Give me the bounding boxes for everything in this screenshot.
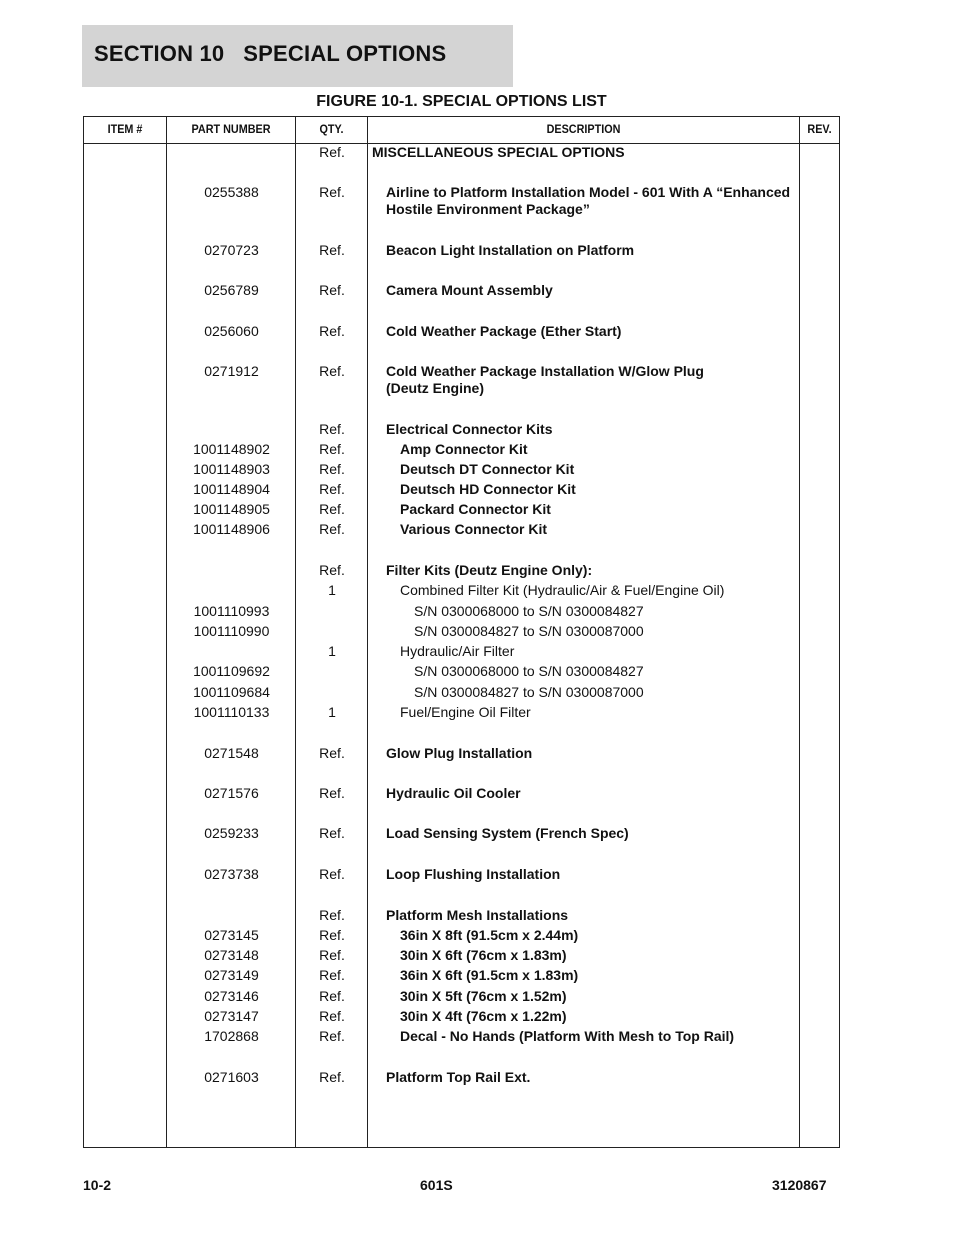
description-cell: Combined Filter Kit (Hydraulic/Air & Fuel/Engine Oil)	[400, 582, 725, 598]
column-header-part-number: PART NUMBER	[191, 122, 271, 136]
footer-doc-number: 3120867	[772, 1177, 827, 1193]
part-number-cell: 0273149	[204, 967, 259, 983]
description-cell: 30in X 4ft (76cm x 1.22m)	[400, 1008, 567, 1024]
table-row	[84, 865, 839, 883]
column-header-description: DESCRIPTION	[546, 122, 621, 136]
description-cell: Deutsch HD Connector Kit	[400, 481, 576, 497]
table-row	[84, 642, 839, 660]
table-row	[84, 602, 839, 620]
qty-cell: Ref.	[319, 144, 345, 160]
qty-cell: Ref.	[319, 825, 345, 841]
table-row	[84, 520, 839, 538]
part-number-cell: 1001148902	[193, 441, 270, 457]
part-number-cell: 0271912	[204, 363, 259, 379]
qty-cell: Ref.	[319, 441, 345, 457]
column-header-qty: QTY.	[319, 122, 344, 136]
table-row	[84, 322, 839, 340]
table-row	[84, 1068, 839, 1086]
description-cell: 30in X 6ft (76cm x 1.83m)	[400, 947, 567, 963]
qty-cell: Ref.	[319, 988, 345, 1004]
description-cell: Beacon Light Installation on Platform	[386, 242, 635, 258]
table-row	[84, 581, 839, 599]
table-row	[84, 1027, 839, 1045]
part-number-cell: 0256789	[204, 282, 259, 298]
qty-cell: Ref.	[319, 927, 345, 943]
part-number-cell: 0273146	[204, 988, 259, 1004]
table-row	[84, 561, 839, 579]
table-row	[84, 926, 839, 944]
description-cell: Fuel/Engine Oil Filter	[400, 704, 531, 720]
qty-cell: Ref.	[319, 323, 345, 339]
qty-cell: 1	[328, 582, 336, 598]
description-cell: Deutsch DT Connector Kit	[400, 461, 575, 477]
description-cell: Camera Mount Assembly	[386, 282, 553, 298]
part-number-cell: 1001110990	[193, 623, 270, 639]
qty-cell: Ref.	[319, 866, 345, 882]
description-cell: S/N 0300084827 to S/N 0300087000	[414, 684, 644, 700]
qty-cell: 1	[328, 643, 336, 659]
qty-cell: Ref.	[319, 184, 345, 200]
table-row	[84, 143, 839, 161]
table-row	[84, 362, 839, 380]
table-row	[84, 824, 839, 842]
table-row	[84, 500, 839, 518]
table-row	[84, 744, 839, 762]
section-banner	[82, 25, 513, 87]
qty-cell: Ref.	[319, 1028, 345, 1044]
part-number-cell: 1001148906	[193, 521, 270, 537]
part-number-cell: 0271548	[204, 745, 259, 761]
description-cell: Filter Kits (Deutz Engine Only):	[386, 562, 593, 578]
description-cell: Cold Weather Package (Ether Start)	[386, 323, 622, 339]
qty-cell: Ref.	[319, 481, 345, 497]
qty-cell: Ref.	[319, 421, 345, 437]
description-cell: Amp Connector Kit	[400, 441, 528, 457]
description-cell: Airline to Platform Installation Model - 601 With A “Enhanced	[386, 184, 791, 200]
table-row	[84, 281, 839, 299]
part-number-cell: 1001110993	[193, 603, 270, 619]
table-row	[84, 200, 839, 218]
table-row	[84, 784, 839, 802]
qty-cell: Ref.	[319, 461, 345, 477]
part-number-cell: 1001148905	[193, 501, 270, 517]
description-cell: Decal - No Hands (Platform With Mesh to Top Rail)	[400, 1028, 735, 1044]
table-row	[84, 183, 839, 201]
table-row	[84, 703, 839, 721]
table-row	[84, 966, 839, 984]
table-row	[84, 1007, 839, 1025]
part-number-cell: 0255388	[204, 184, 259, 200]
description-cell: MISCELLANEOUS SPECIAL OPTIONS	[372, 144, 625, 160]
description-cell: Glow Plug Installation	[386, 745, 533, 761]
part-number-cell: 0256060	[204, 323, 259, 339]
description-cell: 36in X 8ft (91.5cm x 2.44m)	[400, 927, 579, 943]
part-number-cell: 1001110133	[193, 704, 270, 720]
part-number-cell: 1001148903	[193, 461, 270, 477]
table-row	[84, 480, 839, 498]
description-cell: Packard Connector Kit	[400, 501, 551, 517]
qty-cell: 1	[328, 704, 336, 720]
table-row	[84, 622, 839, 640]
part-number-cell: 0273738	[204, 866, 259, 882]
part-number-cell: 0271576	[204, 785, 259, 801]
qty-cell: Ref.	[319, 907, 345, 923]
description-cell: Platform Mesh Installations	[386, 907, 569, 923]
qty-cell: Ref.	[319, 947, 345, 963]
column-header-item: ITEM #	[107, 122, 143, 136]
column-header-rev: REV.	[807, 122, 832, 136]
figure-title: FIGURE 10-1. SPECIAL OPTIONS LIST	[316, 93, 607, 110]
section-title: SECTION 10 SPECIAL OPTIONS	[94, 41, 447, 66]
part-number-cell: 0273148	[204, 947, 259, 963]
part-number-cell: 1001109692	[193, 663, 270, 679]
footer-page-number: 10-2	[83, 1177, 112, 1193]
qty-cell: Ref.	[319, 1069, 345, 1085]
table-row	[84, 379, 839, 397]
footer-model: 601S	[420, 1177, 453, 1193]
table-row	[84, 906, 839, 924]
description-cell: 30in X 5ft (76cm x 1.52m)	[400, 988, 567, 1004]
table-row	[84, 440, 839, 458]
qty-cell: Ref.	[319, 242, 345, 258]
table-row	[84, 683, 839, 701]
qty-cell: Ref.	[319, 282, 345, 298]
description-cell: 36in X 6ft (91.5cm x 1.83m)	[400, 967, 579, 983]
qty-cell: Ref.	[319, 745, 345, 761]
part-number-cell: 1001109684	[193, 684, 270, 700]
qty-cell: Ref.	[319, 363, 345, 379]
part-number-cell: 0270723	[204, 242, 259, 258]
description-cell: (Deutz Engine)	[386, 380, 484, 396]
description-cell: Hydraulic/Air Filter	[400, 643, 515, 659]
description-cell: S/N 0300068000 to S/N 0300084827	[414, 603, 644, 619]
description-cell: Cold Weather Package Installation W/Glow Plug	[386, 363, 704, 379]
description-cell: Loop Flushing Installation	[386, 866, 561, 882]
part-number-cell: 0271603	[204, 1069, 259, 1085]
table-row	[84, 987, 839, 1005]
part-number-cell: 0273147	[204, 1008, 259, 1024]
description-cell: Load Sensing System (French Spec)	[386, 825, 629, 841]
description-cell: S/N 0300084827 to S/N 0300087000	[414, 623, 644, 639]
qty-cell: Ref.	[319, 967, 345, 983]
part-number-cell: 0273145	[204, 927, 259, 943]
qty-cell: Ref.	[319, 1008, 345, 1024]
qty-cell: Ref.	[319, 562, 345, 578]
part-number-cell: 0259233	[204, 825, 259, 841]
description-cell: Platform Top Rail Ext.	[386, 1069, 531, 1085]
qty-cell: Ref.	[319, 785, 345, 801]
part-number-cell: 1702868	[204, 1028, 259, 1044]
table-row	[84, 241, 839, 259]
table-row	[84, 460, 839, 478]
qty-cell: Ref.	[319, 521, 345, 537]
description-cell: S/N 0300068000 to S/N 0300084827	[414, 663, 644, 679]
description-cell: Various Connector Kit	[400, 521, 548, 537]
description-cell: Hostile Environment Package”	[386, 201, 590, 217]
table-row	[84, 662, 839, 680]
table-row	[84, 946, 839, 964]
part-number-cell: 1001148904	[193, 481, 270, 497]
qty-cell: Ref.	[319, 501, 345, 517]
description-cell: Electrical Connector Kits	[386, 421, 553, 437]
description-cell: Hydraulic Oil Cooler	[386, 785, 521, 801]
parts-table	[83, 116, 840, 1148]
table-row	[84, 420, 839, 438]
